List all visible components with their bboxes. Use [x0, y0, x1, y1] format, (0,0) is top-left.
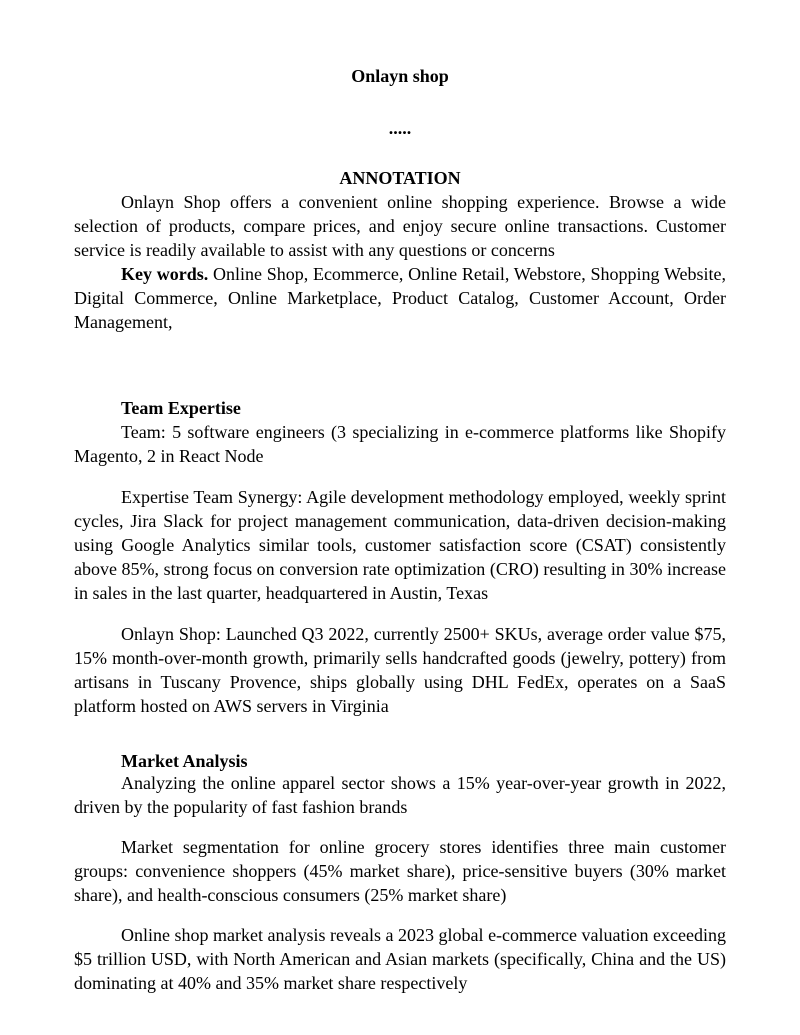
- spacer: [74, 334, 726, 396]
- market-paragraph-2: Market segmentation for online grocery stores identifies three main customer groups: convenience shoppers (45% market share), price-sensitive buyers (30% market share), and health-conscious consumers (25% market share): [74, 837, 726, 905]
- team-paragraph-1: Team: 5 software engineers (3 specializing in e-commerce platforms like Shopify Magento, 2 in React Node: [74, 422, 726, 466]
- keywords-label: Key words.: [121, 264, 209, 284]
- title-separator-dots: .....: [388, 118, 412, 138]
- market-analysis-heading: Market Analysis: [121, 751, 248, 771]
- keywords-text: Online Shop, Ecommerce, Online Retail, Webstore, Shopping Website, Digital Commerce, Online Marketplace, Product Catalog, Customer Account, Order Management,: [74, 264, 726, 332]
- annotation-heading: ANNOTATION: [339, 168, 461, 188]
- team-paragraph-3: Onlayn Shop: Launched Q3 2022, currently 2500+ SKUs, average order value $75, 15% month-over-month growth, primarily sells handcrafted goods (jewelry, pottery) from artisans in Tuscany Provence, ships globally using DHL FedEx, operates on a SaaS platform hosted on AWS servers in Virginia: [74, 624, 726, 716]
- team-expertise-heading: Team Expertise: [121, 398, 241, 418]
- document-title: Onlayn shop: [351, 66, 449, 86]
- annotation-paragraph: Onlayn Shop offers a convenient online shopping experience. Browse a wide selection of products, compare prices, and enjoy secure online transactions. Customer service is readily available to assist with any questions or concerns: [74, 192, 726, 260]
- team-paragraph-2: Expertise Team Synergy: Agile development methodology employed, weekly sprint cycles, Jira Slack for project management communication, data-driven decision-making using Google Analytics similar tools, customer satisfaction score (CSAT) consistently above 85%, strong focus on conversion rate optimization (CRO) resulting in 30% increase in sales in the last quarter, headquartered in Austin, Texas: [74, 487, 726, 603]
- document-page: [74, 64, 726, 995]
- spacer: [74, 718, 726, 751]
- keywords-paragraph: [74, 262, 726, 334]
- market-paragraph-3: Online shop market analysis reveals a 2023 global e-commerce valuation exceeding $5 trillion USD, with North American and Asian markets (specifically, China and the US) dominating at 40% and 35% market share respectively: [74, 925, 726, 993]
- market-paragraph-1: Analyzing the online apparel sector shows a 15% year-over-year growth in 2022, driven by the popularity of fast fashion brands: [74, 773, 726, 817]
